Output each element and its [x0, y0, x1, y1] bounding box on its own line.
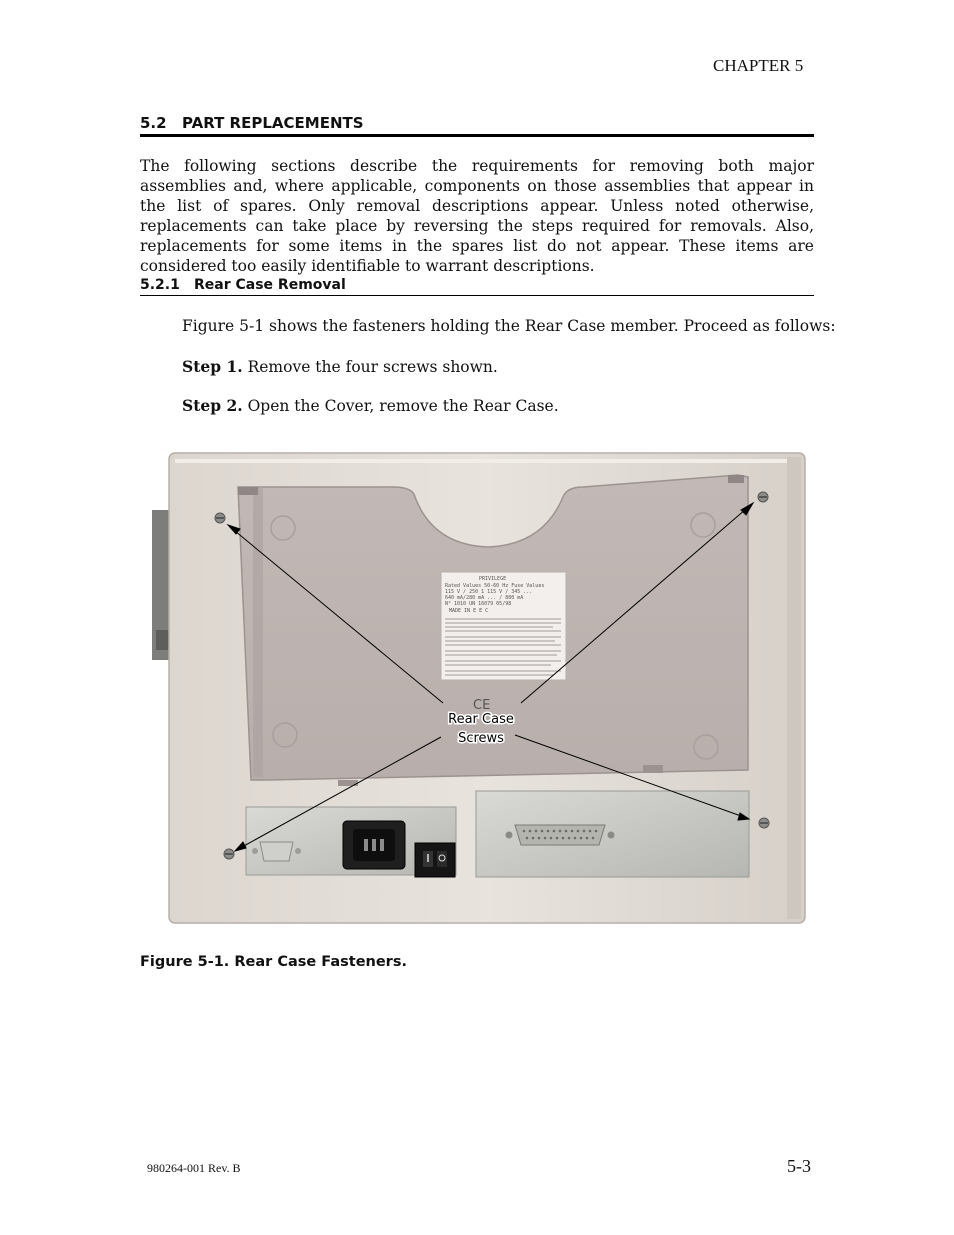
section-number: 5.2 [140, 114, 167, 132]
subsection-intro: Figure 5-1 shows the fasteners holding the Rear Case member. Proceed as follows: [182, 317, 836, 335]
chapter-header: CHAPTER 5 [713, 56, 804, 75]
step-1-text: Remove the four screws shown. [247, 358, 498, 376]
svg-text:MADE IN E E C: MADE IN E E C [449, 608, 489, 614]
step-2-text: Open the Cover, remove the Rear Case. [247, 397, 559, 415]
screw-top-right [758, 492, 768, 502]
serial-port [260, 842, 293, 861]
svg-text:640 mA/280 mA ... / 8: 640 mA/280 mA ... / 800 mA [445, 595, 524, 601]
screw-bottom-left [224, 849, 234, 859]
step-2 [182, 396, 559, 415]
section-heading [140, 114, 814, 137]
step-2-label: Step 2. [182, 396, 243, 415]
rear-case-figure [143, 435, 813, 925]
svg-text:N° 1010 UN 16079 05/9: N° 1010 UN 16079 05/98 [445, 601, 512, 607]
section-body: The following sections describe the requirements for removing both major assemblies and, where applicable, components on those assemblies that appear in the list of spares. Only removal descriptions appear. Unless noted otherwise, replacements can take place by reversing the steps required for removals. Also, replacements for some items in the spares list do not appear. These items are considered too easily identifiable to warrant descriptions. [140, 157, 814, 275]
step-1-label: Step 1. [182, 357, 243, 376]
subsection-title: Rear Case Removal [194, 277, 346, 293]
parallel-port [515, 825, 605, 845]
step-1 [182, 357, 498, 376]
svg-text:Rated Values 50-60 Hz Fuse: Rated Values 50-60 Hz Fuse Values [445, 583, 545, 589]
svg-text:Rear Case: Rear Case [448, 712, 514, 727]
ce-mark: CE [473, 698, 491, 713]
svg-text:115 V / 250 1 115 V /: 115 V / 250 1 115 V / 345 ... [445, 589, 533, 595]
document-number: 980264-001 Rev. B [147, 1161, 241, 1175]
subsection-heading [140, 277, 814, 296]
svg-text:Screws: Screws [458, 731, 504, 746]
subsection-number: 5.2.1 [140, 277, 180, 293]
svg-text:PRIVILEGE: PRIVILEGE [479, 576, 507, 582]
figure-caption: Figure 5-1. Rear Case Fasteners. [140, 954, 407, 970]
page-number: 5-3 [787, 1156, 811, 1176]
section-title: PART REPLACEMENTS [182, 114, 364, 132]
screw-top-left [215, 513, 225, 523]
rear-case-illustration [143, 435, 813, 925]
power-switch [415, 843, 455, 877]
screw-bottom-right [759, 818, 769, 828]
